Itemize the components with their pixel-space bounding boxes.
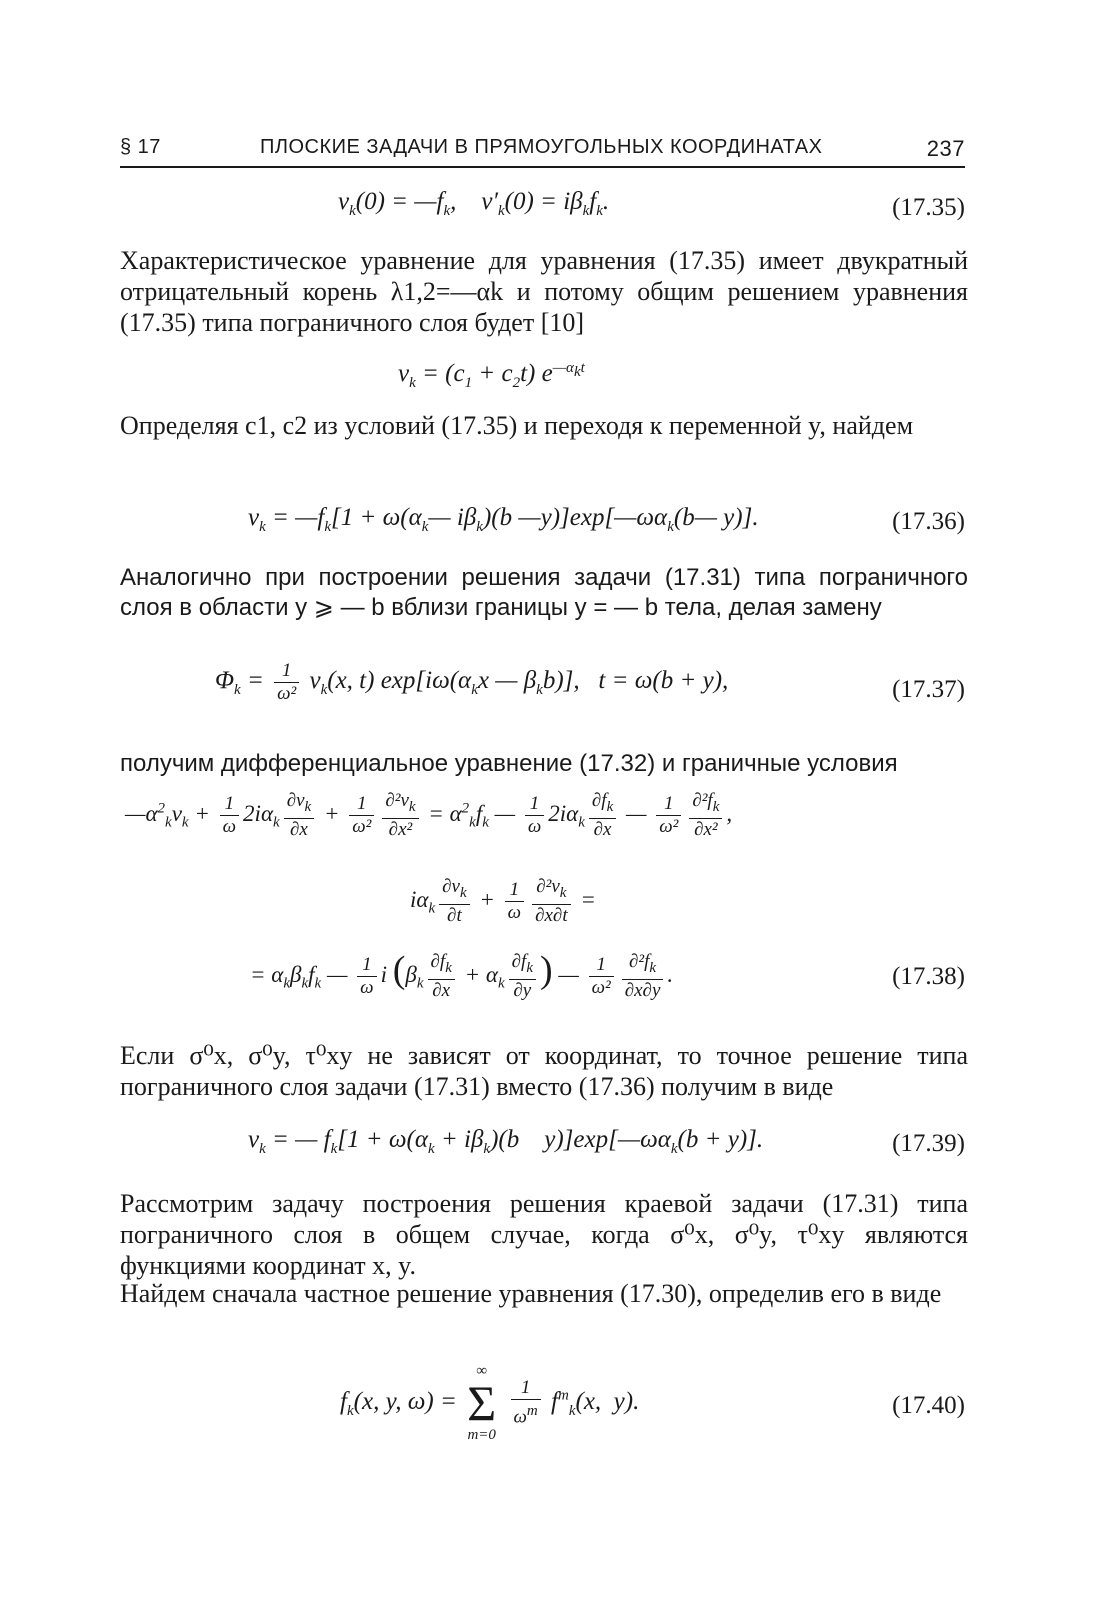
equation-number-17-35: (17.35): [892, 194, 965, 221]
equation-17-38-line-2-body: $i\alpha_k$ $\frac{\partial v_k}{\partial t}$ + $\frac{1}{\omega}$ $\frac{\partial^2v_k}{\partial x\partial t}$ =: [410, 876, 596, 926]
equation-number-17-37: (17.37): [892, 676, 965, 703]
equation-17-38-line-1: [125, 790, 732, 841]
paragraph-text: Найдем сначала частное решение уравнения (17.30), определив его в виде: [120, 1279, 942, 1308]
paragraph-determining: [120, 410, 968, 441]
page-number: 237: [926, 136, 965, 161]
equation-17-39: [248, 1126, 763, 1158]
equation-17-35-body: $v_k(0)$ = $—f_k$, $v'_k(0) = i\beta_kf_k$.: [338, 188, 610, 219]
paragraph-characteristic: [120, 245, 968, 338]
equation-number-17-40: (17.40): [892, 1392, 965, 1419]
equation-17-40-body: $f_k(x$, y, ω) = ∞ Σ m=0 $\frac{1}{\omega^m}$ $f^m_k(x$, y).: [340, 1363, 640, 1443]
equation-17-37: [215, 660, 728, 705]
equation-17-38-line-3-body: = $\alpha_k\beta_kf_k$ — $\frac{1}{\omega}$ i ($\beta_k$ $\frac{\partial f_k}{\partial x}$ + $\alpha_k$ $\frac{\partial f_k}{\partial y}$ ) — $\frac{1}{\text{ω²}}$ $\frac{\partial^2f_k}{\partial x\partial y}$ .: [250, 949, 674, 1002]
equation-number-17-39: (17.39): [892, 1130, 965, 1157]
equation-17-40: [340, 1362, 639, 1444]
equation-number-17-38: (17.38): [892, 963, 965, 990]
equation-17-39-body: $v_k$ = — $f_k[1 + \omega(\alpha_k + i\beta_k)(b$ $y)]\exp[—\omega\alpha_k(b + y)]$.: [248, 1126, 764, 1157]
paragraph-text: получим дифференциальное уравнение (17.32) и граничные условия: [120, 750, 898, 777]
running-header: [120, 134, 965, 168]
paragraph-text: Характеристическое уравнение для уравнения (17.35) имеет двукратный отрицательный корень λ1,2=—αk и потому общим решением уравнения (17.35) типа пограничного слоя будет [10]: [120, 246, 968, 337]
paragraph-consider: [120, 1188, 968, 1281]
paragraph-text: Определяя c1, c2 из условий (17.35) и переходя к переменной y, найдем: [120, 411, 914, 440]
paragraph-analogous: [120, 563, 968, 623]
equation-vk-general-body: $v_k = (c_1 + c_2t)$ $e^{—\alpha_kt}$: [398, 360, 585, 392]
equation-17-37-body: $\Phi_k$ = $\frac{1}{\text{ω²}}$ $v_k(x$, t) $\exp[i\omega(\alpha_kx$ — $\beta_kb$)], t = ω(b + y),: [215, 660, 729, 704]
paragraph-text: Рассмотрим задачу построения решения краевой задачи (17.31) типа пограничного слоя в общем случае, когда σ⁰x, σ⁰y, τ⁰xy являются функциями координат x, y.: [120, 1189, 968, 1280]
running-title: ПЛОСКИЕ ЗАДАЧИ В ПРЯМОУГОЛЬНЫХ КООРДИНАТАХ: [260, 136, 823, 158]
equation-17-38-line-2: [410, 876, 596, 927]
paragraph-text: Если σ⁰x, σ⁰y, τ⁰xy не зависят от координат, то точное решение типа пограничного слоя задачи (17.31) вместо (17.36) получим в виде: [120, 1041, 968, 1101]
equation-vk-general: [398, 360, 585, 392]
paragraph-find-first: [120, 1278, 968, 1309]
equation-17-36: [248, 504, 759, 536]
paragraph-text: Аналогично при построении решения задачи (17.31) типа пограничного слоя в области y ⩾ — b вблизи границы y = — b тела, делая замену: [120, 564, 968, 621]
equation-17-36-body: $v_k$ = $—f_k[1$ + $\omega(\alpha_k—$ $i\beta_k)(b$ $—y)]\exp[—\omega\alpha_k(b—$ y)].: [248, 504, 759, 535]
paragraph-if-constant: [120, 1040, 968, 1102]
paragraph-obtain: [120, 748, 968, 779]
equation-17-38-line-3: [250, 948, 673, 1002]
section-marker: § 17: [120, 136, 161, 158]
equation-17-35: [338, 188, 609, 220]
equation-17-38-line-1-body: $—\alpha^2_kv_k$ + $\frac{1}{\omega}$ $2i\alpha_k$ $\frac{\partial v_k}{\partial x}$ + $\frac{1}{\text{ω²}}$ $\frac{\partial^2v_k}{\text{∂x²}}$ = $\alpha^2_kf_k$ — $\frac{1}{\omega}$ $2i\alpha_k$ $\frac{\partial f_k}{\partial x}$ — $\frac{1}{\text{ω²}}$ $\frac{\partial^2f_k}{\text{∂x²}}$ ,: [125, 790, 733, 840]
equation-number-17-36: (17.36): [892, 508, 965, 535]
